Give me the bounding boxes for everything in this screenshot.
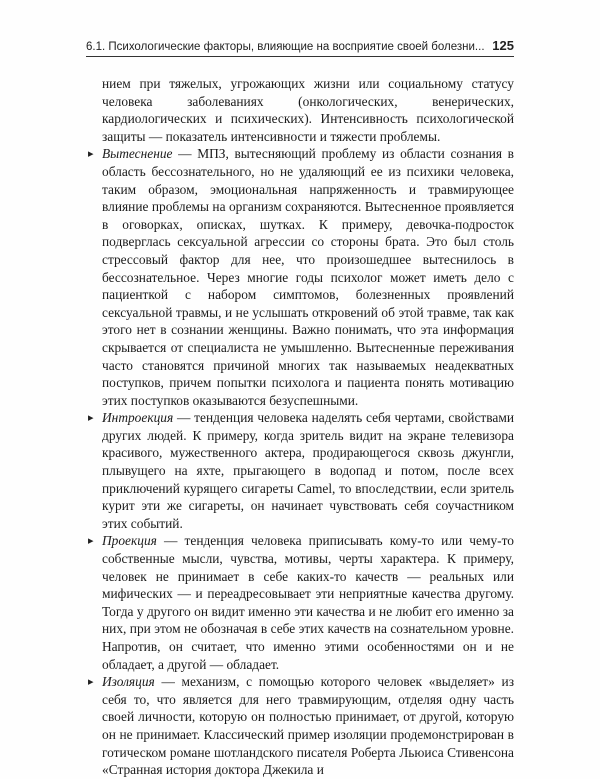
- header-rule: [86, 56, 514, 57]
- body-text: [86, 75, 514, 779]
- running-title: 6.1. Психологические факторы, влияющие на восприятие своей болезни...: [86, 41, 485, 53]
- list-item-proekciya: [86, 532, 514, 673]
- list-item-izolyaciya: [86, 673, 514, 779]
- continuation-paragraph: нием при тяжелых, угрожающих жизни или социальному статусу человека заболеваниях (онкологических, венерических, кардиологических и психических). Интенсивность психологической защиты — показатель интенсивности и тяжести проблемы.: [102, 76, 514, 144]
- definition: — механизм, с помощью которого человек «выделяет» из себя то, что является для него травмирующим, отделяя одну часть своей личности, которую он полностью принимает, от другой, которую он не принимает. Классический пример изоляции продемонстрирован в готическом романе шотландского писателя Роберта Льюиса Стивенсона «Странная история доктора Джекила и: [102, 674, 514, 778]
- running-header: [86, 38, 514, 53]
- list-item-introekciya: [86, 409, 514, 532]
- triangle-bullet-icon: ▸: [88, 411, 94, 425]
- triangle-bullet-icon: ▸: [88, 534, 94, 548]
- term: Интроекция: [102, 410, 174, 426]
- page-number: 125: [492, 38, 514, 53]
- term: Проекция: [102, 533, 157, 549]
- definition: — тенденция человека приписывать кому-то или чему-то собственные мысли, чувства, мотивы, черты характера. К примеру, человек не принимает в себе каких-то качеств — реальных или мифических — и переадресовывает эти неприятные качества другому. Тогда у другого он видит именно эти качества и не любит его именно за них, при этом не обозначая в себе этих качеств на сознательном уровне. Напротив, он считает, что именно этими особенностями он и не обладает, а другой — обладает.: [102, 533, 514, 672]
- term: Изоляция: [102, 674, 155, 690]
- definition: — МПЗ, вытесняющий проблему из области сознания в область бессознательного, но не удаляющий ее из психики человека, таким образом, эмоциональная напряженность и травмирующее влияние проблемы на организм сохраняются. Вытесненное проявляется в оговорках, описках, шутках. К примеру, девочка-подросток подверглась сексуальной агрессии со стороны брата. Это был столь стрессовый фактор для нее, что произошедшее вытеснилось в бессознательное. Через многие годы психолог может иметь дело с пациенткой с набором симптомов, болезненных проявлений сексуальной травмы, и не услышать откровений об этой травме, так как этого нет в сознании женщины. Важно понимать, что эта информация скрывается от специалиста не умышленно. Вытесненные переживания часто становятся причиной многих так называемых неадекватных поступков, причем попытки психолога и пациента понять мотивацию этих поступков оказываются безуспешными.: [102, 146, 514, 408]
- term: Вытеснение: [102, 146, 173, 162]
- triangle-bullet-icon: ▸: [88, 675, 94, 689]
- definition: — тенденция человека наделять себя чертами, свойствами других людей. К примеру, когда зритель видит на экране телевизора красивого, мужественного актера, продирающегося сквозь джунгли, плывущего на яхте, прыгающего в водопад и потом, после всех приключений курящего сигареты Camel, то впоследствии, если зритель курит эти же сигареты, он начинает чувствовать себя соучастником этих событий.: [102, 410, 514, 531]
- triangle-bullet-icon: ▸: [88, 147, 94, 161]
- list-item-vytesnenie: [86, 145, 514, 409]
